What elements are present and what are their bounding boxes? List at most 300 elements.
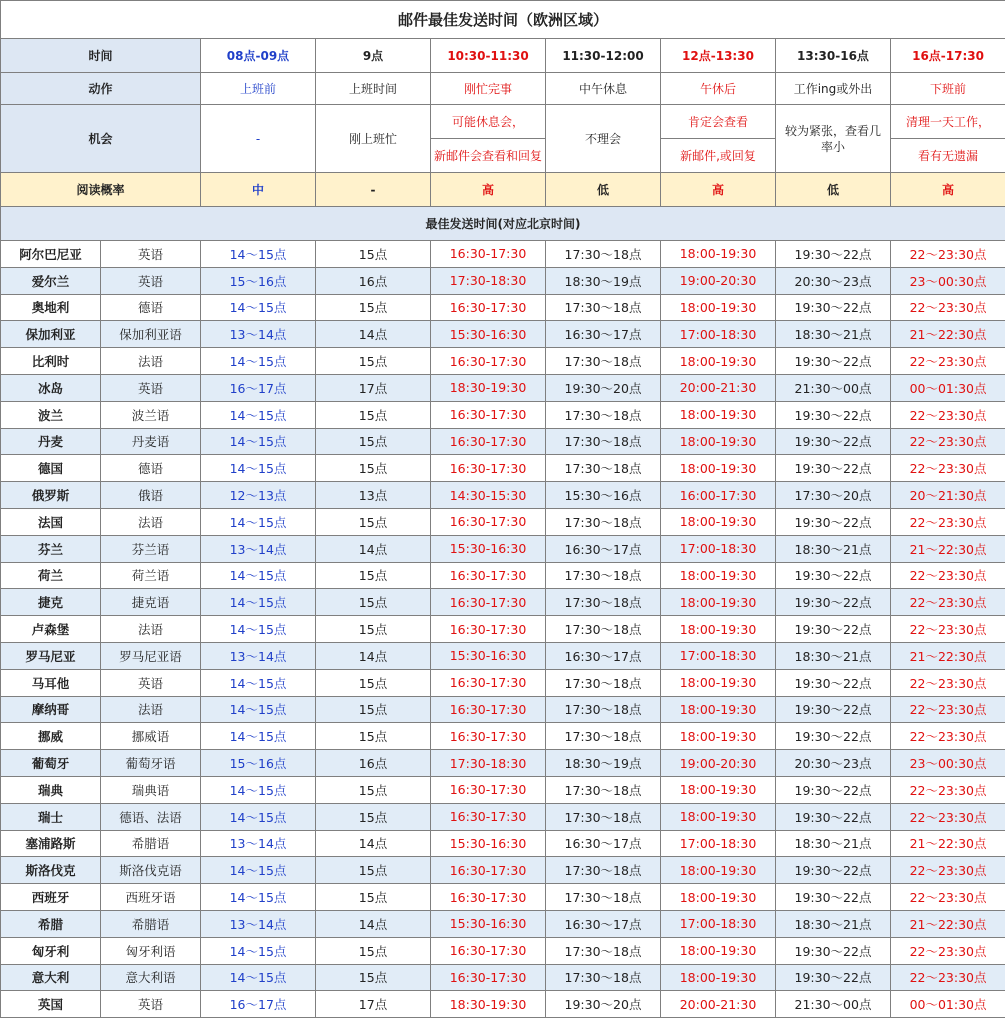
time-cell-1: 14～15点: [201, 884, 316, 911]
time-cell-6: 19:30～22点: [776, 857, 891, 884]
language-cell: 意大利语: [101, 964, 201, 991]
time-cell-7: 21～22:30点: [891, 830, 1005, 857]
time-cell-4: 17:30～18点: [546, 884, 661, 911]
time-cell-3: 17:30-18:30: [431, 750, 546, 777]
time-cell-1: 13～14点: [201, 910, 316, 937]
table-row: [1, 241, 1005, 268]
time-cell-1: 14～15点: [201, 669, 316, 696]
slot-header-1: 08点-09点: [201, 39, 316, 73]
action-4: 中午休息: [546, 73, 661, 105]
time-cell-3: 16:30-17:30: [431, 723, 546, 750]
time-cell-6: 19:30～22点: [776, 723, 891, 750]
time-cell-3: 16:30-17:30: [431, 884, 546, 911]
country-cell: 罗马尼亚: [1, 642, 101, 669]
time-cell-1: 14～15点: [201, 937, 316, 964]
time-cell-1: 16～17点: [201, 991, 316, 1018]
time-cell-7: 22～23:30点: [891, 884, 1005, 911]
time-cell-1: 14～15点: [201, 348, 316, 375]
action-row: [1, 73, 1005, 105]
time-cell-4: 17:30～18点: [546, 803, 661, 830]
time-cell-4: 17:30～18点: [546, 669, 661, 696]
action-1: 上班前: [201, 73, 316, 105]
probability-5: 高: [661, 173, 776, 207]
language-cell: 希腊语: [101, 910, 201, 937]
time-cell-2: 15点: [316, 589, 431, 616]
country-cell: 塞浦路斯: [1, 830, 101, 857]
country-cell: 捷克: [1, 589, 101, 616]
time-cell-3: 15:30-16:30: [431, 830, 546, 857]
country-cell: 意大利: [1, 964, 101, 991]
time-cell-5: 18:00-19:30: [661, 669, 776, 696]
time-cell-2: 15点: [316, 455, 431, 482]
time-cell-6: 19:30～22点: [776, 776, 891, 803]
action-6: 工作ing或外出: [776, 73, 891, 105]
language-cell: 丹麦语: [101, 428, 201, 455]
country-cell: 芬兰: [1, 535, 101, 562]
time-cell-1: 14～15点: [201, 776, 316, 803]
time-cell-4: 17:30～18点: [546, 455, 661, 482]
time-cell-3: 16:30-17:30: [431, 508, 546, 535]
time-cell-4: 19:30～20点: [546, 991, 661, 1018]
country-cell: 西班牙: [1, 884, 101, 911]
time-cell-6: 19:30～22点: [776, 884, 891, 911]
time-cell-3: 18:30-19:30: [431, 374, 546, 401]
time-cell-2: 15点: [316, 294, 431, 321]
time-cell-6: 19:30～22点: [776, 562, 891, 589]
time-cell-5: 19:00-20:30: [661, 750, 776, 777]
time-cell-4: 17:30～18点: [546, 401, 661, 428]
slot-header-3: 10:30-11:30: [431, 39, 546, 73]
time-cell-1: 13～14点: [201, 830, 316, 857]
language-cell: 法语: [101, 616, 201, 643]
country-cell: 英国: [1, 991, 101, 1018]
slot-header-6: 13:30-16点: [776, 39, 891, 73]
time-cell-2: 15点: [316, 723, 431, 750]
language-cell: 罗马尼亚语: [101, 642, 201, 669]
probability-label: 阅读概率: [1, 173, 201, 207]
time-cell-3: 15:30-16:30: [431, 321, 546, 348]
country-cell: 俄罗斯: [1, 482, 101, 509]
time-cell-3: 16:30-17:30: [431, 964, 546, 991]
time-cell-2: 15点: [316, 669, 431, 696]
time-cell-3: 16:30-17:30: [431, 776, 546, 803]
table-row: [1, 401, 1005, 428]
time-cell-2: 15点: [316, 937, 431, 964]
time-cell-7: 22～23:30点: [891, 294, 1005, 321]
time-cell-7: 22～23:30点: [891, 241, 1005, 268]
time-cell-6: 18:30～21点: [776, 321, 891, 348]
country-cell: 摩纳哥: [1, 696, 101, 723]
time-cell-3: 16:30-17:30: [431, 669, 546, 696]
time-cell-4: 16:30～17点: [546, 535, 661, 562]
table-row: [1, 642, 1005, 669]
time-cell-2: 15点: [316, 696, 431, 723]
slot-header-7: 16点-17:30: [891, 39, 1005, 73]
time-cell-4: 16:30～17点: [546, 830, 661, 857]
country-cell: 波兰: [1, 401, 101, 428]
opportunity-1: -: [201, 105, 316, 173]
time-cell-3: 16:30-17:30: [431, 241, 546, 268]
time-cell-4: 17:30～18点: [546, 937, 661, 964]
language-cell: 保加利亚语: [101, 321, 201, 348]
time-cell-3: 16:30-17:30: [431, 428, 546, 455]
time-cell-7: 22～23:30点: [891, 723, 1005, 750]
time-cell-1: 14～15点: [201, 857, 316, 884]
country-cell: 比利时: [1, 348, 101, 375]
time-cell-6: 19:30～22点: [776, 241, 891, 268]
time-cell-7: 23～00:30点: [891, 267, 1005, 294]
time-cell-7: 22～23:30点: [891, 937, 1005, 964]
time-cell-7: 22～23:30点: [891, 508, 1005, 535]
time-cell-4: 17:30～18点: [546, 616, 661, 643]
language-cell: 波兰语: [101, 401, 201, 428]
time-cell-2: 13点: [316, 482, 431, 509]
language-cell: 德语: [101, 455, 201, 482]
table-row: [1, 267, 1005, 294]
table-row: [1, 428, 1005, 455]
country-cell: 阿尔巴尼亚: [1, 241, 101, 268]
time-cell-7: 00～01:30点: [891, 374, 1005, 401]
time-cell-4: 17:30～18点: [546, 294, 661, 321]
language-cell: 瑞典语: [101, 776, 201, 803]
language-cell: 挪威语: [101, 723, 201, 750]
time-cell-5: 17:00-18:30: [661, 535, 776, 562]
time-cell-3: 16:30-17:30: [431, 348, 546, 375]
section-subtitle: 最佳发送时间(对应北京时间): [1, 207, 1005, 241]
time-cell-2: 15点: [316, 401, 431, 428]
time-cell-2: 15点: [316, 884, 431, 911]
slot-header-5: 12点-13:30: [661, 39, 776, 73]
time-cell-2: 15点: [316, 562, 431, 589]
opportunity-5: [661, 105, 776, 173]
time-cell-6: 19:30～22点: [776, 348, 891, 375]
time-cell-3: 16:30-17:30: [431, 803, 546, 830]
time-cell-3: 18:30-19:30: [431, 991, 546, 1018]
time-cell-1: 14～15点: [201, 803, 316, 830]
time-cell-5: 18:00-19:30: [661, 562, 776, 589]
time-cell-2: 15点: [316, 428, 431, 455]
time-cell-6: 18:30～21点: [776, 535, 891, 562]
opportunity-3-bottom: 新邮件会查看和回复: [431, 138, 545, 172]
time-cell-7: 21～22:30点: [891, 910, 1005, 937]
time-cell-4: 17:30～18点: [546, 428, 661, 455]
time-cell-1: 15～16点: [201, 750, 316, 777]
time-cell-2: 15点: [316, 508, 431, 535]
slot-header-4: 11:30-12:00: [546, 39, 661, 73]
language-cell: 西班牙语: [101, 884, 201, 911]
time-cell-5: 16:00-17:30: [661, 482, 776, 509]
table-row: [1, 991, 1005, 1018]
time-cell-6: 21:30～00点: [776, 374, 891, 401]
time-cell-3: 16:30-17:30: [431, 857, 546, 884]
opportunity-4: 不理会: [546, 105, 661, 173]
time-cell-5: 18:00-19:30: [661, 616, 776, 643]
page-title: 邮件最佳发送时间（欧洲区域）: [1, 1, 1005, 39]
language-cell: 俄语: [101, 482, 201, 509]
time-cell-2: 16点: [316, 267, 431, 294]
country-cell: 荷兰: [1, 562, 101, 589]
language-cell: 法语: [101, 508, 201, 535]
table-row: [1, 964, 1005, 991]
table-row: [1, 776, 1005, 803]
time-cell-5: 18:00-19:30: [661, 428, 776, 455]
table-row: [1, 589, 1005, 616]
time-cell-1: 13～14点: [201, 535, 316, 562]
time-cell-6: 17:30～20点: [776, 482, 891, 509]
time-cell-2: 15点: [316, 348, 431, 375]
time-cell-2: 15点: [316, 964, 431, 991]
table-row: [1, 803, 1005, 830]
time-cell-5: 18:00-19:30: [661, 884, 776, 911]
time-cell-2: 16点: [316, 750, 431, 777]
opportunity-3-top: 可能休息会，: [451, 114, 524, 129]
time-cell-7: 21～22:30点: [891, 321, 1005, 348]
time-cell-4: 17:30～18点: [546, 964, 661, 991]
language-cell: 英语: [101, 991, 201, 1018]
opportunity-7-top: 清理一天工作，: [906, 114, 991, 129]
opportunity-7-bottom: 看有无遗漏: [891, 138, 1005, 172]
language-cell: 德语: [101, 294, 201, 321]
time-cell-4: 17:30～18点: [546, 857, 661, 884]
time-cell-4: 17:30～18点: [546, 348, 661, 375]
language-cell: 葡萄牙语: [101, 750, 201, 777]
time-cell-2: 15点: [316, 241, 431, 268]
time-cell-3: 16:30-17:30: [431, 696, 546, 723]
table-row: [1, 508, 1005, 535]
time-cell-4: 19:30～20点: [546, 374, 661, 401]
table-row: [1, 535, 1005, 562]
time-cell-3: 16:30-17:30: [431, 562, 546, 589]
table-row: [1, 910, 1005, 937]
opportunity-7: [891, 105, 1005, 173]
language-cell: 德语、法语: [101, 803, 201, 830]
time-cell-2: 14点: [316, 642, 431, 669]
time-cell-3: 15:30-16:30: [431, 910, 546, 937]
time-cell-7: 23～00:30点: [891, 750, 1005, 777]
time-cell-1: 13～14点: [201, 642, 316, 669]
time-cell-1: 14～15点: [201, 241, 316, 268]
time-cell-7: 22～23:30点: [891, 401, 1005, 428]
action-7: 下班前: [891, 73, 1005, 105]
time-cell-7: 22～23:30点: [891, 803, 1005, 830]
time-cell-5: 18:00-19:30: [661, 401, 776, 428]
country-cell: 爱尔兰: [1, 267, 101, 294]
time-cell-2: 15点: [316, 616, 431, 643]
table-row: [1, 696, 1005, 723]
time-cell-4: 17:30～18点: [546, 562, 661, 589]
time-cell-6: 19:30～22点: [776, 669, 891, 696]
country-cell: 卢森堡: [1, 616, 101, 643]
time-cell-5: 18:00-19:30: [661, 964, 776, 991]
time-cell-4: 17:30～18点: [546, 241, 661, 268]
time-cell-5: 17:00-18:30: [661, 910, 776, 937]
language-cell: 法语: [101, 348, 201, 375]
time-cell-7: 22～23:30点: [891, 428, 1005, 455]
time-cell-5: 18:00-19:30: [661, 241, 776, 268]
time-cell-1: 14～15点: [201, 589, 316, 616]
time-cell-1: 14～15点: [201, 294, 316, 321]
table-row: [1, 750, 1005, 777]
time-cell-4: 16:30～17点: [546, 910, 661, 937]
country-cell: 葡萄牙: [1, 750, 101, 777]
time-cell-4: 17:30～18点: [546, 723, 661, 750]
time-cell-4: 17:30～18点: [546, 696, 661, 723]
time-cell-7: 21～22:30点: [891, 535, 1005, 562]
time-cell-1: 14～15点: [201, 562, 316, 589]
time-cell-5: 18:00-19:30: [661, 803, 776, 830]
time-cell-5: 17:00-18:30: [661, 642, 776, 669]
time-cell-3: 16:30-17:30: [431, 401, 546, 428]
opportunity-label: 机会: [1, 105, 201, 173]
time-cell-7: 22～23:30点: [891, 348, 1005, 375]
time-cell-7: 00～01:30点: [891, 991, 1005, 1018]
time-cell-7: 22～23:30点: [891, 776, 1005, 803]
time-cell-1: 15～16点: [201, 267, 316, 294]
time-cell-1: 14～15点: [201, 964, 316, 991]
probability-7: 高: [891, 173, 1005, 207]
table-row: [1, 830, 1005, 857]
time-cell-6: 19:30～22点: [776, 294, 891, 321]
time-cell-3: 17:30-18:30: [431, 267, 546, 294]
time-cell-2: 14点: [316, 910, 431, 937]
language-cell: 英语: [101, 241, 201, 268]
time-cell-7: 22～23:30点: [891, 455, 1005, 482]
country-cell: 斯洛伐克: [1, 857, 101, 884]
opportunity-row: [1, 105, 1005, 173]
time-cell-3: 16:30-17:30: [431, 937, 546, 964]
language-cell: 英语: [101, 669, 201, 696]
country-cell: 奥地利: [1, 294, 101, 321]
country-cell: 保加利亚: [1, 321, 101, 348]
time-cell-1: 13～14点: [201, 321, 316, 348]
time-cell-6: 19:30～22点: [776, 455, 891, 482]
language-cell: 法语: [101, 696, 201, 723]
table-row: [1, 348, 1005, 375]
probability-6: 低: [776, 173, 891, 207]
time-cell-4: 18:30～19点: [546, 750, 661, 777]
time-cell-1: 14～15点: [201, 723, 316, 750]
time-cell-7: 22～23:30点: [891, 696, 1005, 723]
time-cell-7: 22～23:30点: [891, 562, 1005, 589]
slot-header-2: 9点: [316, 39, 431, 73]
time-cell-3: 16:30-17:30: [431, 455, 546, 482]
country-cell: 瑞士: [1, 803, 101, 830]
probability-4: 低: [546, 173, 661, 207]
time-cell-1: 16～17点: [201, 374, 316, 401]
time-cell-3: 16:30-17:30: [431, 589, 546, 616]
time-label: 时间: [1, 39, 201, 73]
action-label: 动作: [1, 73, 201, 105]
time-cell-1: 14～15点: [201, 428, 316, 455]
country-cell: 丹麦: [1, 428, 101, 455]
time-cell-1: 14～15点: [201, 455, 316, 482]
time-cell-3: 16:30-17:30: [431, 616, 546, 643]
time-cell-3: 15:30-16:30: [431, 642, 546, 669]
time-cell-6: 19:30～22点: [776, 696, 891, 723]
probability-1: 中: [201, 173, 316, 207]
language-cell: 匈牙利语: [101, 937, 201, 964]
time-cell-1: 14～15点: [201, 696, 316, 723]
table-row: [1, 857, 1005, 884]
language-cell: 希腊语: [101, 830, 201, 857]
table-row: [1, 321, 1005, 348]
time-cell-6: 19:30～22点: [776, 937, 891, 964]
time-cell-6: 20:30～23点: [776, 267, 891, 294]
time-cell-6: 19:30～22点: [776, 803, 891, 830]
time-cell-6: 19:30～22点: [776, 589, 891, 616]
action-3: 刚忙完事: [431, 73, 546, 105]
time-cell-4: 18:30～19点: [546, 267, 661, 294]
time-cell-2: 15点: [316, 803, 431, 830]
time-cell-3: 15:30-16:30: [431, 535, 546, 562]
time-cell-5: 18:00-19:30: [661, 723, 776, 750]
time-cell-2: 14点: [316, 535, 431, 562]
probability-2: -: [316, 173, 431, 207]
table-row: [1, 616, 1005, 643]
time-cell-2: 17点: [316, 991, 431, 1018]
time-cell-5: 18:00-19:30: [661, 508, 776, 535]
time-cell-4: 17:30～18点: [546, 589, 661, 616]
time-cell-5: 20:00-21:30: [661, 374, 776, 401]
table-row: [1, 374, 1005, 401]
time-cell-3: 14:30-15:30: [431, 482, 546, 509]
time-cell-5: 18:00-19:30: [661, 348, 776, 375]
table-row: [1, 723, 1005, 750]
time-cell-6: 19:30～22点: [776, 401, 891, 428]
time-cell-7: 22～23:30点: [891, 589, 1005, 616]
time-cell-5: 18:00-19:30: [661, 294, 776, 321]
time-cell-4: 16:30～17点: [546, 642, 661, 669]
time-cell-4: 17:30～18点: [546, 508, 661, 535]
time-cell-6: 18:30～21点: [776, 642, 891, 669]
country-cell: 希腊: [1, 910, 101, 937]
time-cell-2: 15点: [316, 776, 431, 803]
time-cell-2: 14点: [316, 321, 431, 348]
time-cell-7: 22～23:30点: [891, 857, 1005, 884]
language-cell: 芬兰语: [101, 535, 201, 562]
time-cell-5: 18:00-19:30: [661, 937, 776, 964]
table-row: [1, 455, 1005, 482]
time-cell-5: 18:00-19:30: [661, 776, 776, 803]
time-cell-6: 18:30～21点: [776, 910, 891, 937]
country-cell: 瑞典: [1, 776, 101, 803]
time-cell-5: 17:00-18:30: [661, 830, 776, 857]
country-cell: 匈牙利: [1, 937, 101, 964]
country-cell: 马耳他: [1, 669, 101, 696]
time-cell-6: 19:30～22点: [776, 428, 891, 455]
time-cell-1: 14～15点: [201, 508, 316, 535]
opportunity-6: 较为紧张，查看几率小: [776, 105, 891, 173]
time-cell-1: 12～13点: [201, 482, 316, 509]
time-cell-6: 18:30～21点: [776, 830, 891, 857]
opportunity-5-bottom: 新邮件,或回复: [661, 138, 775, 172]
time-cell-4: 17:30～18点: [546, 776, 661, 803]
time-cell-2: 15点: [316, 857, 431, 884]
time-cell-5: 18:00-19:30: [661, 696, 776, 723]
time-cell-5: 18:00-19:30: [661, 857, 776, 884]
language-cell: 英语: [101, 374, 201, 401]
time-cell-5: 20:00-21:30: [661, 991, 776, 1018]
time-cell-6: 19:30～22点: [776, 616, 891, 643]
opportunity-2: 刚上班忙: [316, 105, 431, 173]
time-cell-5: 19:00-20:30: [661, 267, 776, 294]
table-row: [1, 294, 1005, 321]
language-cell: 斯洛伐克语: [101, 857, 201, 884]
time-cell-7: 22～23:30点: [891, 669, 1005, 696]
country-cell: 挪威: [1, 723, 101, 750]
table-row: [1, 482, 1005, 509]
table-row: [1, 884, 1005, 911]
